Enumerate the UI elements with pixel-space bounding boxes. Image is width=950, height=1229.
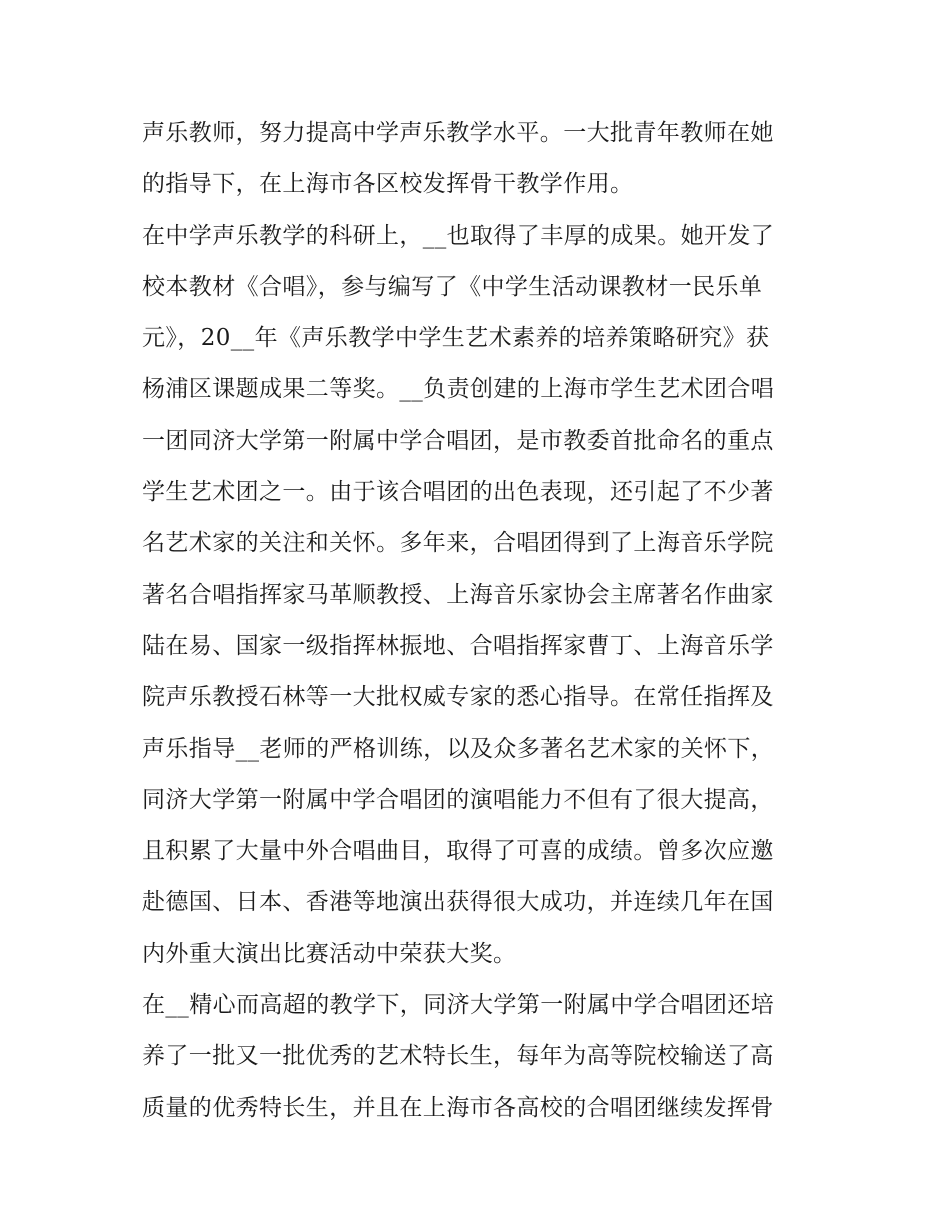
text-line: 名艺术家的关注和关怀。多年来，合唱团得到了上海音乐学院	[142, 530, 774, 557]
text-line: 院声乐教授石林等一大批权威专家的悉心指导。在常任指挥及	[142, 684, 774, 711]
text-line: 且积累了大量中外合唱曲目，取得了可喜的成绩。曾多次应邀	[142, 838, 774, 865]
text-line: 赴德国、日本、香港等地演出获得很大成功，并连续几年在国	[142, 889, 774, 916]
text-line: 质量的优秀特长生，并且在上海市各高校的合唱团继续发挥骨	[142, 1094, 774, 1121]
text-line: 著名合唱指挥家马革顺教授、上海音乐家协会主席著名作曲家	[142, 581, 774, 608]
text-line: 在__精心而高超的教学下，同济大学第一附属中学合唱团还培	[142, 992, 775, 1019]
text-line: 的指导下，在上海市各区校发挥骨干教学作用。	[142, 171, 634, 198]
text-line: 元》，20__年《声乐教学中学生艺术素养的培养策略研究》获	[142, 325, 770, 352]
text-line: 校本教材《合唱》，参与编写了《中学生活动课教材一民乐单	[142, 273, 763, 300]
text-line: 陆在易、国家一级指挥林振地、合唱指挥家曹丁、上海音乐学	[142, 632, 774, 659]
text-line: 声乐指导__老师的严格训练，以及众多著名艺术家的关怀下，	[142, 735, 775, 762]
text-line: 内外重大演出比赛活动中荣获大奖。	[142, 940, 517, 967]
text-line: 一团同济大学第一附属中学合唱团，是市教委首批命名的重点	[142, 427, 774, 454]
text-line: 学生艺术团之一。由于该合唱团的出色表现，还引起了不少著	[142, 479, 774, 506]
text-line: 声乐教师，努力提高中学声乐教学水平。一大批青年教师在她	[142, 120, 774, 146]
text-line: 养了一批又一批优秀的艺术特长生，每年为高等院校输送了高	[142, 1043, 774, 1070]
body-text	[142, 108, 822, 1134]
text-line: 在中学声乐教学的科研上，__也取得了丰厚的成果。她开发了	[142, 222, 775, 249]
text-line: 杨浦区课题成果二等奖。__负责创建的上海市学生艺术团合唱	[142, 376, 775, 403]
text-line: 同济大学第一附属中学合唱团的演唱能力不但有了很大提高，	[142, 786, 774, 813]
